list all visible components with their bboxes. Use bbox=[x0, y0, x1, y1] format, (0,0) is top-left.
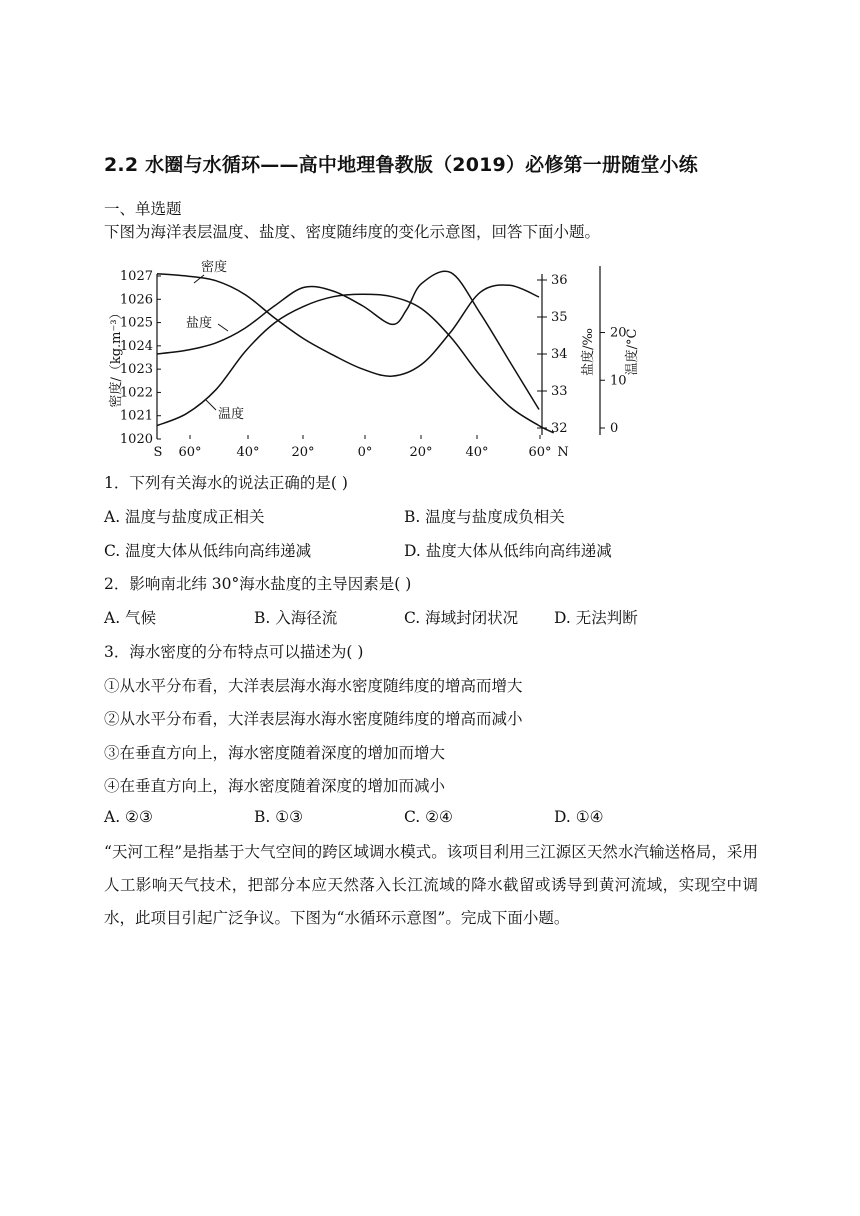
density-tick-label: 1020 bbox=[119, 432, 153, 447]
q2-option-d[interactable]: D. 无法判断 bbox=[554, 609, 638, 627]
q1-option-b[interactable]: B. 温度与盐度成负相关 bbox=[404, 508, 565, 526]
salinity-tick-label: 36 bbox=[551, 273, 568, 288]
density-tick-label: 1026 bbox=[119, 292, 153, 308]
salinity-leader bbox=[218, 324, 228, 331]
temperature-axis-label: 温度/°C bbox=[625, 328, 640, 376]
label-salinity: 盐度 bbox=[186, 316, 213, 331]
q3-option-c[interactable]: C. ②④ bbox=[404, 808, 453, 826]
passage-text: “天河工程”是指基于大气空间的跨区域调水模式。该项目利用三江源区天然水汽输送格局，采用人工影响天气技术，把部分本应天然落入长江流域的降水截留或诱导到黄河流域，实现空中调水，此项目引起广泛争议。下图为“水循环示意图”。完成下面小题。 bbox=[104, 843, 758, 927]
temperature-tick-label: 20 bbox=[610, 325, 627, 341]
q3-statement-1: ①从水平分布看，大洋表层海水海水密度随纬度的增高而增大 bbox=[104, 677, 523, 695]
density-tick-label: 1022 bbox=[119, 385, 153, 401]
series-line-temperature bbox=[157, 294, 554, 433]
latitude-ticks bbox=[154, 435, 569, 460]
density-tick-label: 1025 bbox=[119, 315, 153, 331]
density-tick-label: 1021 bbox=[119, 408, 153, 424]
temperature-tick-label: 10 bbox=[610, 373, 627, 389]
label-temperature: 温度 bbox=[218, 407, 245, 422]
latitude-tick-label: 20° bbox=[409, 445, 433, 460]
q3-option-d[interactable]: D. ①④ bbox=[554, 808, 604, 826]
density-tick-label: 1023 bbox=[119, 362, 153, 378]
density-axis-label: 密度/（kg.m⁻³） bbox=[109, 306, 124, 408]
temperature-leader bbox=[206, 400, 216, 410]
q1-stem: 1．下列有关海水的说法正确的是( ) bbox=[104, 474, 348, 492]
q1-option-a[interactable]: A. 温度与盐度成正相关 bbox=[104, 508, 265, 526]
salinity-tick-label: 32 bbox=[551, 421, 568, 436]
salinity-tick-label: 35 bbox=[551, 310, 568, 325]
q1-option-d[interactable]: D. 盐度大体从低纬向高纬递减 bbox=[404, 542, 612, 560]
latitude-tick-label: 20° bbox=[291, 445, 315, 460]
q2-option-a[interactable]: A. 气候 bbox=[104, 609, 157, 627]
density-tick-label: 1024 bbox=[119, 338, 153, 354]
latitude-tick-label: N bbox=[557, 445, 569, 460]
q3-option-b[interactable]: B. ①③ bbox=[254, 808, 304, 826]
q2-stem: 2．影响南北纬 30°海水盐度的主导因素是( ) bbox=[104, 575, 412, 593]
ocean-surface-chart bbox=[100, 252, 640, 462]
latitude-tick-label: S bbox=[153, 445, 163, 460]
q3-statement-2: ②从水平分布看，大洋表层海水海水密度随纬度的增高而减小 bbox=[104, 710, 523, 728]
density-leader bbox=[194, 275, 204, 283]
temperature-tick-label: 0 bbox=[610, 421, 619, 436]
density-tick-label: 1027 bbox=[119, 269, 153, 284]
q3-statement-3: ③在垂直方向上，海水密度随着深度的增加而增大 bbox=[104, 744, 446, 762]
latitude-tick-label: 60° bbox=[528, 445, 552, 460]
q3-option-a[interactable]: A. ②③ bbox=[104, 808, 153, 826]
series-lines bbox=[157, 271, 554, 433]
latitude-tick-label: 60° bbox=[178, 445, 202, 460]
salinity-tick-label: 34 bbox=[551, 347, 568, 362]
q2-option-c[interactable]: C. 海域封闭状况 bbox=[404, 609, 519, 627]
label-density: 密度 bbox=[201, 260, 228, 275]
temperature-ticks bbox=[600, 326, 640, 436]
series-line-density bbox=[157, 274, 539, 376]
latitude-tick-label: 40° bbox=[465, 445, 489, 460]
q2-option-b[interactable]: B. 入海径流 bbox=[254, 609, 338, 627]
intro-text: 下图为海洋表层温度、盐度、密度随纬度的变化示意图，回答下面小题。 bbox=[104, 223, 601, 241]
density-ticks bbox=[120, 269, 161, 447]
q1-option-c[interactable]: C. 温度大体从低纬向高纬递减 bbox=[104, 542, 312, 560]
q3-statement-4: ④在垂直方向上，海水密度随着深度的增加而减小 bbox=[104, 777, 446, 795]
salinity-axis-label: 盐度/‰ bbox=[581, 328, 596, 376]
q3-stem: 3．海水密度的分布特点可以描述为( ) bbox=[104, 643, 364, 661]
page-title: 2.2 水圈与水循环——高中地理鲁教版（2019）必修第一册随堂小练 bbox=[104, 154, 698, 176]
latitude-tick-label: 0° bbox=[357, 445, 373, 460]
latitude-tick-label: 40° bbox=[236, 445, 260, 460]
section-heading: 一、单选题 bbox=[104, 200, 182, 218]
salinity-tick-label: 33 bbox=[551, 384, 568, 399]
